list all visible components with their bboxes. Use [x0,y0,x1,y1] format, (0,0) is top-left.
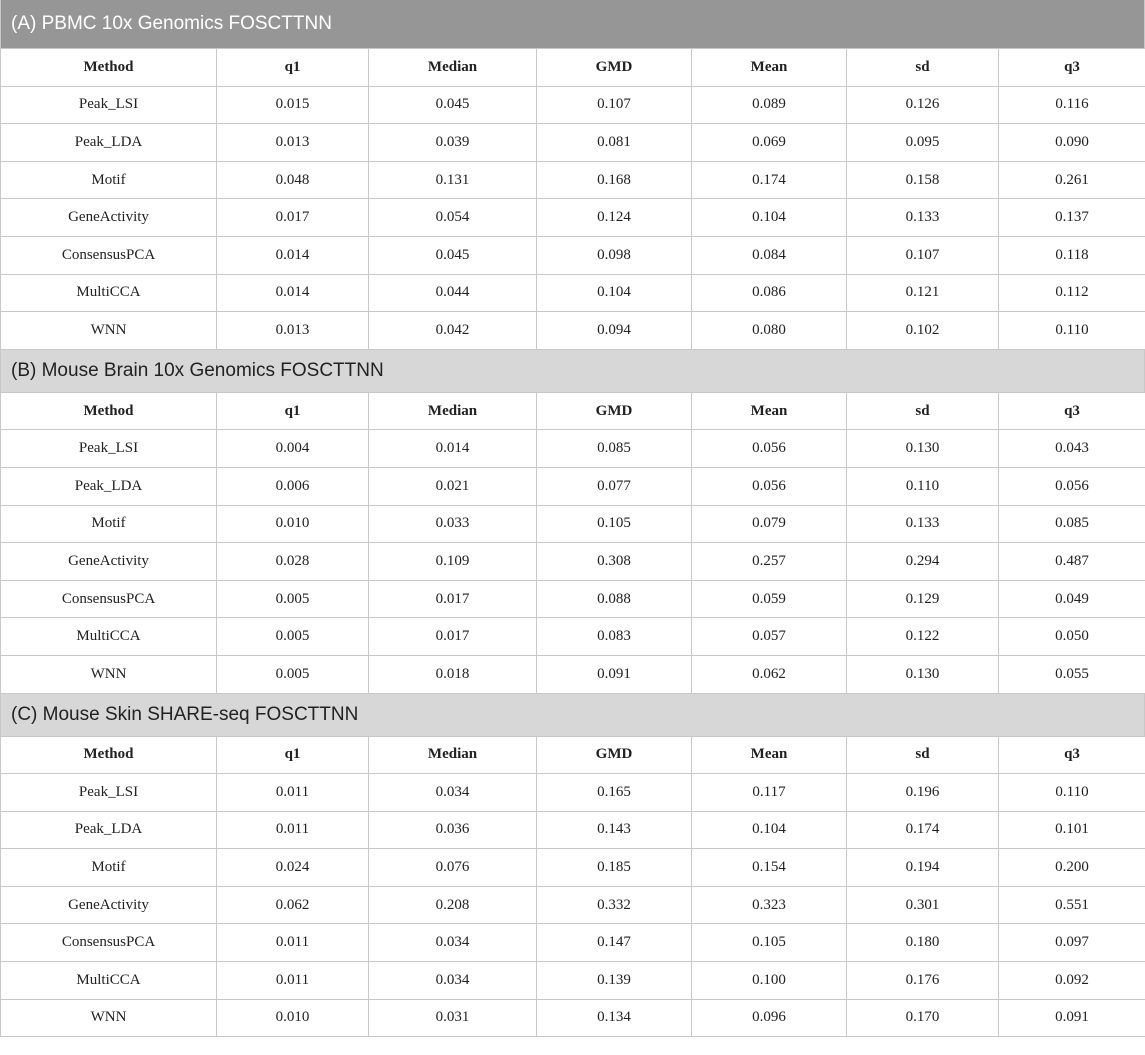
value-cell-q3: 0.049 [999,580,1145,618]
value-cell-gmd: 0.094 [537,312,692,350]
value-cell-q1: 0.005 [217,655,369,693]
value-cell-median: 0.042 [369,312,537,350]
value-cell-median: 0.054 [369,199,537,237]
table-row [1,312,1145,350]
value-cell-mean: 0.104 [692,811,847,849]
value-cell-median: 0.208 [369,886,537,924]
value-cell-gmd: 0.085 [537,430,692,468]
value-cell-mean: 0.056 [692,430,847,468]
table-row [1,999,1145,1037]
method-cell: GeneActivity [1,199,217,237]
value-cell-q3: 0.043 [999,430,1145,468]
value-cell-q1: 0.062 [217,886,369,924]
value-cell-sd: 0.102 [847,312,999,350]
value-cell-median: 0.034 [369,962,537,1000]
value-cell-gmd: 0.147 [537,924,692,962]
table-row [1,161,1145,199]
value-cell-gmd: 0.139 [537,962,692,1000]
method-cell: Peak_LSI [1,774,217,812]
table-row [1,543,1145,581]
value-cell-q1: 0.015 [217,86,369,124]
method-cell: Peak_LSI [1,86,217,124]
value-cell-mean: 0.096 [692,999,847,1037]
value-cell-q1: 0.014 [217,236,369,274]
method-cell: Peak_LDA [1,467,217,505]
method-cell: Peak_LDA [1,811,217,849]
value-cell-mean: 0.080 [692,312,847,350]
table-row [1,430,1145,468]
method-cell: WNN [1,312,217,350]
value-cell-mean: 0.069 [692,124,847,162]
value-cell-mean: 0.154 [692,849,847,887]
value-cell-median: 0.034 [369,924,537,962]
column-header-median: Median [369,392,537,430]
section-title: (A) PBMC 10x Genomics FOSCTTNN [0,0,1145,48]
table-row [1,886,1145,924]
value-cell-gmd: 0.104 [537,274,692,312]
value-cell-mean: 0.104 [692,199,847,237]
table-row [1,124,1145,162]
value-cell-sd: 0.133 [847,199,999,237]
value-cell-mean: 0.117 [692,774,847,812]
value-cell-mean: 0.105 [692,924,847,962]
value-cell-sd: 0.110 [847,467,999,505]
value-cell-gmd: 0.083 [537,618,692,656]
column-header-gmd: GMD [537,49,692,87]
value-cell-mean: 0.257 [692,543,847,581]
value-cell-median: 0.076 [369,849,537,887]
section-table [0,392,1145,694]
table-row [1,236,1145,274]
value-cell-gmd: 0.098 [537,236,692,274]
value-cell-sd: 0.194 [847,849,999,887]
table-row [1,962,1145,1000]
column-header-q1: q1 [217,49,369,87]
table-row [1,774,1145,812]
column-header-median: Median [369,49,537,87]
value-cell-q3: 0.487 [999,543,1145,581]
value-cell-median: 0.017 [369,580,537,618]
section-title: (B) Mouse Brain 10x Genomics FOSCTTNN [0,350,1145,392]
method-cell: Motif [1,849,217,887]
method-cell: MultiCCA [1,618,217,656]
value-cell-sd: 0.174 [847,811,999,849]
value-cell-gmd: 0.308 [537,543,692,581]
table-row [1,811,1145,849]
method-cell: MultiCCA [1,274,217,312]
column-header-median: Median [369,736,537,774]
value-cell-q1: 0.011 [217,774,369,812]
value-cell-q3: 0.112 [999,274,1145,312]
value-cell-q3: 0.551 [999,886,1145,924]
column-header-gmd: GMD [537,736,692,774]
value-cell-gmd: 0.077 [537,467,692,505]
value-cell-q1: 0.005 [217,580,369,618]
value-cell-sd: 0.130 [847,655,999,693]
value-cell-q3: 0.085 [999,505,1145,543]
method-cell: ConsensusPCA [1,924,217,962]
value-cell-gmd: 0.185 [537,849,692,887]
value-cell-median: 0.109 [369,543,537,581]
value-cell-q1: 0.017 [217,199,369,237]
column-header-q3: q3 [999,392,1145,430]
value-cell-gmd: 0.105 [537,505,692,543]
value-cell-median: 0.044 [369,274,537,312]
column-header-q3: q3 [999,736,1145,774]
value-cell-sd: 0.095 [847,124,999,162]
value-cell-sd: 0.180 [847,924,999,962]
method-cell: Peak_LDA [1,124,217,162]
value-cell-q3: 0.200 [999,849,1145,887]
value-cell-sd: 0.133 [847,505,999,543]
table-row [1,467,1145,505]
value-cell-gmd: 0.124 [537,199,692,237]
value-cell-gmd: 0.332 [537,886,692,924]
column-header-mean: Mean [692,49,847,87]
value-cell-sd: 0.129 [847,580,999,618]
value-cell-median: 0.031 [369,999,537,1037]
table-row [1,199,1145,237]
value-cell-median: 0.036 [369,811,537,849]
method-cell: ConsensusPCA [1,580,217,618]
value-cell-q3: 0.110 [999,312,1145,350]
column-header-q3: q3 [999,49,1145,87]
value-cell-q3: 0.092 [999,962,1145,1000]
value-cell-gmd: 0.081 [537,124,692,162]
value-cell-median: 0.045 [369,236,537,274]
value-cell-q1: 0.013 [217,312,369,350]
method-cell: WNN [1,655,217,693]
value-cell-q1: 0.048 [217,161,369,199]
value-cell-sd: 0.176 [847,962,999,1000]
method-cell: Motif [1,505,217,543]
value-cell-median: 0.034 [369,774,537,812]
value-cell-mean: 0.174 [692,161,847,199]
table-row [1,655,1145,693]
value-cell-q1: 0.011 [217,924,369,962]
column-header-q1: q1 [217,392,369,430]
value-cell-q3: 0.055 [999,655,1145,693]
value-cell-q1: 0.011 [217,811,369,849]
value-cell-mean: 0.062 [692,655,847,693]
value-cell-q1: 0.011 [217,962,369,1000]
column-header-mean: Mean [692,736,847,774]
value-cell-gmd: 0.107 [537,86,692,124]
column-header-method: Method [1,49,217,87]
value-cell-gmd: 0.143 [537,811,692,849]
value-cell-q1: 0.024 [217,849,369,887]
value-cell-mean: 0.079 [692,505,847,543]
method-cell: GeneActivity [1,543,217,581]
value-cell-gmd: 0.134 [537,999,692,1037]
value-cell-mean: 0.084 [692,236,847,274]
value-cell-q3: 0.118 [999,236,1145,274]
value-cell-sd: 0.126 [847,86,999,124]
value-cell-q3: 0.050 [999,618,1145,656]
column-header-sd: sd [847,736,999,774]
value-cell-gmd: 0.088 [537,580,692,618]
value-cell-q1: 0.013 [217,124,369,162]
table-row [1,580,1145,618]
value-cell-sd: 0.170 [847,999,999,1037]
method-cell: WNN [1,999,217,1037]
column-header-sd: sd [847,392,999,430]
value-cell-median: 0.039 [369,124,537,162]
table-row [1,849,1145,887]
value-cell-sd: 0.121 [847,274,999,312]
value-cell-q3: 0.091 [999,999,1145,1037]
table-row [1,924,1145,962]
value-cell-q3: 0.056 [999,467,1145,505]
section-table [0,48,1145,350]
value-cell-gmd: 0.168 [537,161,692,199]
method-cell: Peak_LSI [1,430,217,468]
value-cell-q1: 0.005 [217,618,369,656]
value-cell-sd: 0.130 [847,430,999,468]
value-cell-gmd: 0.165 [537,774,692,812]
table-row [1,505,1145,543]
column-header-sd: sd [847,49,999,87]
column-header-method: Method [1,392,217,430]
value-cell-q3: 0.137 [999,199,1145,237]
value-cell-mean: 0.057 [692,618,847,656]
value-cell-sd: 0.294 [847,543,999,581]
value-cell-q1: 0.004 [217,430,369,468]
value-cell-q1: 0.014 [217,274,369,312]
value-cell-q3: 0.097 [999,924,1145,962]
method-cell: GeneActivity [1,886,217,924]
column-header-gmd: GMD [537,392,692,430]
header-row [1,736,1145,774]
value-cell-median: 0.033 [369,505,537,543]
value-cell-q1: 0.006 [217,467,369,505]
value-cell-q3: 0.110 [999,774,1145,812]
method-cell: Motif [1,161,217,199]
value-cell-q3: 0.116 [999,86,1145,124]
value-cell-median: 0.014 [369,430,537,468]
method-cell: ConsensusPCA [1,236,217,274]
value-cell-q3: 0.261 [999,161,1145,199]
value-cell-mean: 0.086 [692,274,847,312]
value-cell-q3: 0.090 [999,124,1145,162]
column-header-method: Method [1,736,217,774]
table-row [1,274,1145,312]
value-cell-mean: 0.056 [692,467,847,505]
value-cell-sd: 0.301 [847,886,999,924]
value-cell-mean: 0.100 [692,962,847,1000]
column-header-mean: Mean [692,392,847,430]
section-table [0,736,1145,1038]
value-cell-median: 0.131 [369,161,537,199]
column-header-q1: q1 [217,736,369,774]
header-row [1,392,1145,430]
value-cell-mean: 0.059 [692,580,847,618]
value-cell-median: 0.018 [369,655,537,693]
value-cell-mean: 0.323 [692,886,847,924]
value-cell-sd: 0.122 [847,618,999,656]
value-cell-sd: 0.158 [847,161,999,199]
value-cell-gmd: 0.091 [537,655,692,693]
table-row [1,86,1145,124]
header-row [1,49,1145,87]
value-cell-mean: 0.089 [692,86,847,124]
value-cell-q1: 0.010 [217,999,369,1037]
value-cell-median: 0.045 [369,86,537,124]
value-cell-median: 0.017 [369,618,537,656]
value-cell-q1: 0.028 [217,543,369,581]
value-cell-q3: 0.101 [999,811,1145,849]
section-title: (C) Mouse Skin SHARE-seq FOSCTTNN [0,694,1145,736]
value-cell-median: 0.021 [369,467,537,505]
value-cell-q1: 0.010 [217,505,369,543]
value-cell-sd: 0.196 [847,774,999,812]
method-cell: MultiCCA [1,962,217,1000]
value-cell-sd: 0.107 [847,236,999,274]
table-row [1,618,1145,656]
